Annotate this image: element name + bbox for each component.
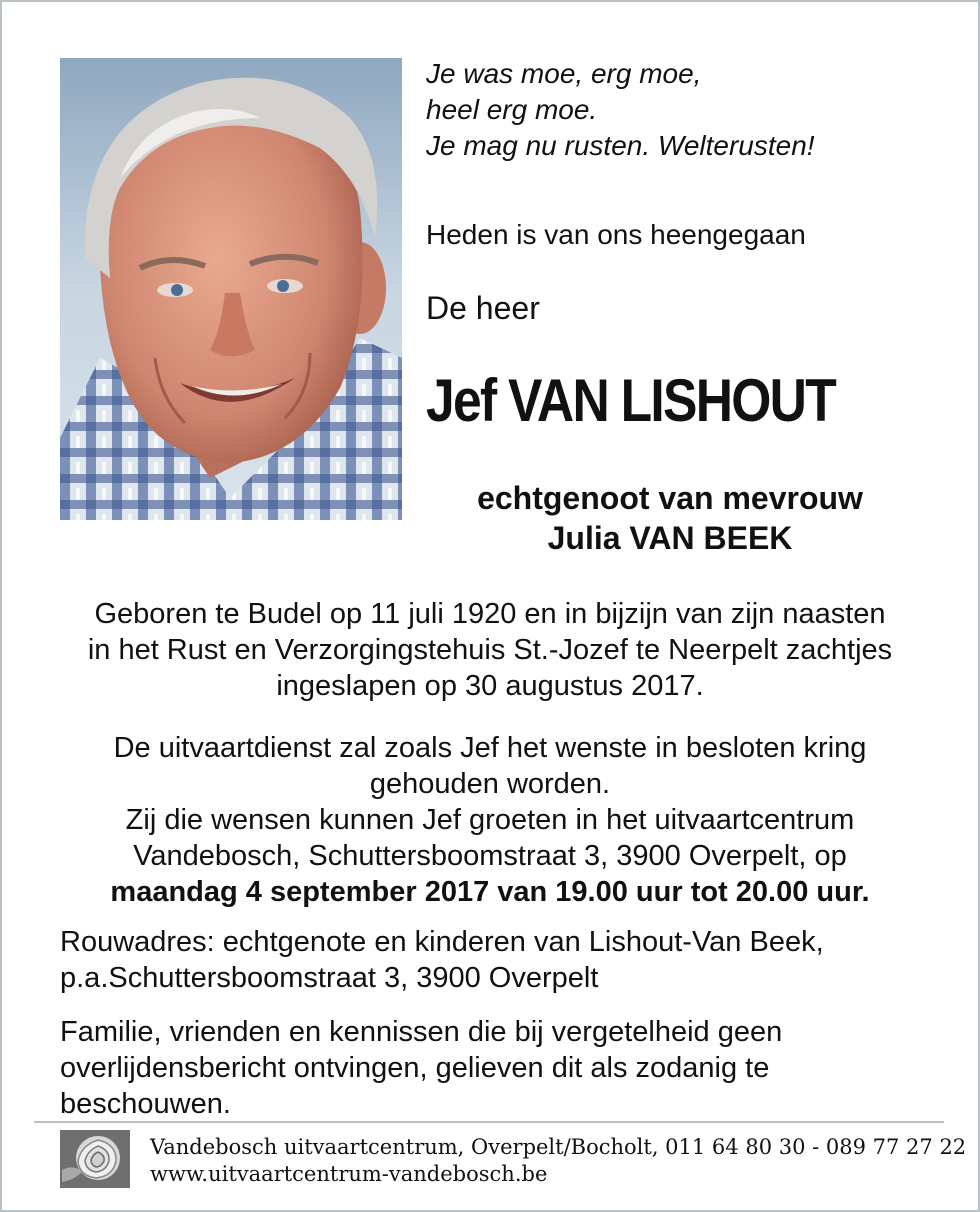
familie-paragraph (60, 1014, 940, 1122)
rose-icon (60, 1130, 130, 1188)
familie-line: overlijdensbericht ontvingen, gelieven dit als zodanig te (60, 1052, 770, 1084)
familie-line: beschouwen. (60, 1088, 231, 1120)
service-line: De uitvaartdienst zal zoals Jef het wenste in besloten kring (113, 732, 867, 764)
birth-paragraph (40, 596, 940, 704)
service-line: Zij die wensen kunnen Jef groeten in het uitvaartcentrum (125, 804, 855, 836)
spouse-info (420, 478, 920, 558)
rouwadres-line: p.a.Schuttersboomstraat 3, 3900 Overpelt (60, 962, 599, 994)
deceased-name: Jef VAN LISHOUT (426, 367, 836, 434)
rouwadres-paragraph (60, 924, 940, 996)
spouse-line: echtgenoot van mevrouw (477, 480, 863, 516)
poem-line: heel erg moe. (426, 94, 598, 125)
funeral-home-info (150, 1134, 966, 1188)
service-datetime: maandag 4 september 2017 van 19.00 uur tot 20.00 uur. (110, 876, 870, 908)
funeral-home-website[interactable]: www.uitvaartcentrum-vandebosch.be (150, 1162, 548, 1186)
familie-line: Familie, vrienden en kennissen die bij vergetelheid geen (60, 1016, 783, 1048)
service-paragraph (40, 730, 940, 910)
poem (426, 56, 946, 164)
birth-line: in het Rust en Verzorgingstehuis St.-Jozef te Neerpelt zachtjes (87, 634, 893, 666)
service-line: Vandebosch, Schuttersboomstraat 3, 3900 Overpelt, op (133, 840, 847, 872)
intro-text: Heden is van ons heengegaan (426, 219, 806, 250)
poem-line: Je mag nu rusten. Welterusten! (426, 130, 815, 161)
rouwadres-line: Rouwadres: echtgenote en kinderen van Lishout-Van Beek, (60, 926, 824, 958)
funeral-home-contact: Vandebosch uitvaartcentrum, Overpelt/Bocholt, 011 64 80 30 - 089 77 27 22 (150, 1135, 967, 1159)
honorific: De heer (426, 290, 540, 326)
birth-line: Geboren te Budel op 11 juli 1920 en in bijzijn van zijn naasten (94, 598, 886, 630)
portrait-photo (60, 58, 402, 520)
birth-line: ingeslapen op 30 augustus 2017. (276, 670, 704, 702)
poem-line: Je was moe, erg moe, (426, 58, 702, 89)
service-line: gehouden worden. (369, 768, 611, 800)
footer-divider (34, 1121, 944, 1123)
spouse-name: Julia VAN BEEK (547, 520, 793, 556)
